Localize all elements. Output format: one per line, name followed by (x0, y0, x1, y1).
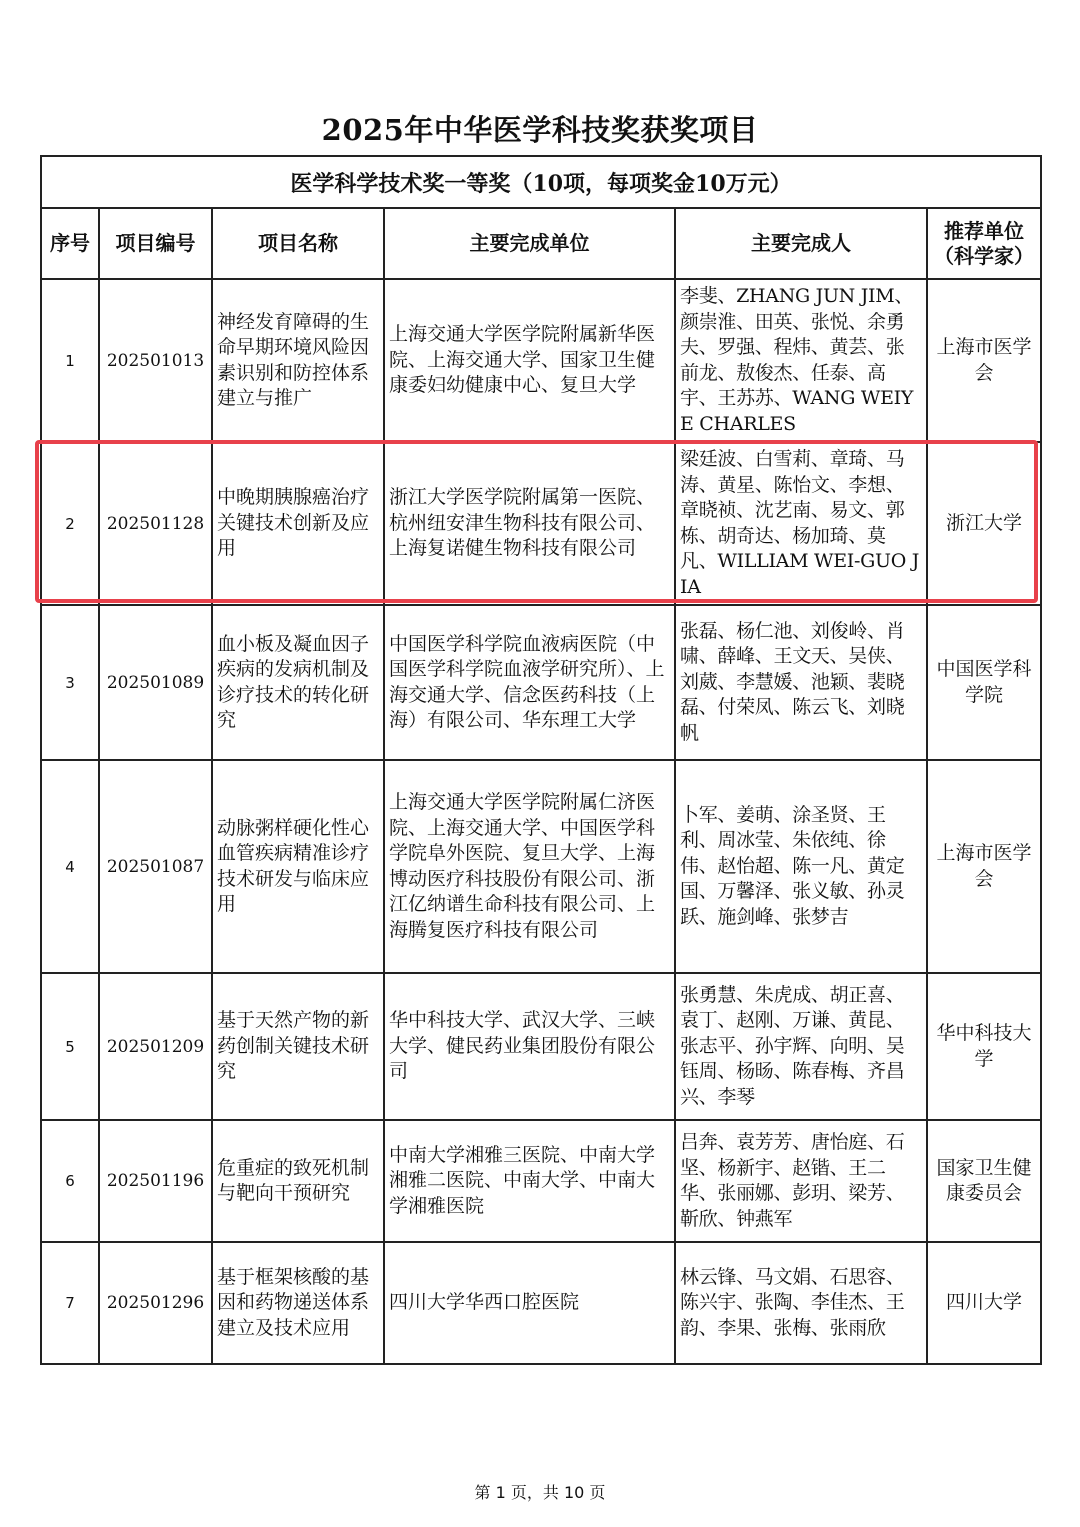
recommender: 华中科技大学 (927, 973, 1041, 1120)
recommender: 中国医学科学院 (927, 605, 1041, 760)
recommender: 上海市医学会 (927, 279, 1041, 442)
completion-units: 中国医学科学院血液病医院（中国医学科学院血液学研究所）、上海交通大学、信念医药科技（上海）有限公司、华东理工大学 (384, 605, 675, 760)
project-code: 202501196 (99, 1120, 212, 1242)
completion-units: 上海交通大学医学院附属新华医院、上海交通大学、国家卫生健康委妇幼健康中心、复旦大学 (384, 279, 675, 442)
project-name: 危重症的致死机制与靶向干预研究 (212, 1120, 384, 1242)
completion-people: 吕奔、袁芳芳、唐怡庭、石坚、杨新宇、赵锴、王二华、张丽娜、彭玥、梁芳、靳欣、钟燕军 (675, 1120, 927, 1242)
completion-people: 张磊、杨仁池、刘俊岭、肖啸、薛峰、王文天、吴侠、刘葳、李慧媛、池颖、裴晓磊、付荣凤、陈云飞、刘晓帆 (675, 605, 927, 760)
row-index: 4 (41, 760, 99, 973)
column-header-units: 主要完成单位 (384, 208, 675, 279)
project-code: 202501089 (99, 605, 212, 760)
column-header-recommender: 推荐单位（科学家） (927, 208, 1041, 279)
award-table (40, 155, 1042, 1365)
project-code: 202501013 (99, 279, 212, 442)
recommender: 四川大学 (927, 1242, 1041, 1364)
row-index: 5 (41, 973, 99, 1120)
completion-people: 李斐、ZHANG JUN JIM、颜崇淮、田英、张悦、余勇夫、罗强、程炜、黄芸、张前龙、敖俊杰、任泰、高宇、王苏苏、WANG WEIYE CHARLES (675, 279, 927, 442)
recommender: 国家卫生健康委员会 (927, 1120, 1041, 1242)
completion-units: 浙江大学医学院附属第一医院、杭州纽安津生物科技有限公司、上海复诺健生物科技有限公司 (384, 442, 675, 605)
completion-units: 华中科技大学、武汉大学、三峡大学、健民药业集团股份有限公司 (384, 973, 675, 1120)
column-header-people: 主要完成人 (675, 208, 927, 279)
page-footer: 第 1 页，共 10 页 (474, 1483, 606, 1502)
completion-people: 张勇慧、朱虎成、胡正喜、袁丁、赵刚、万谦、黄昆、张志平、孙宇辉、向明、吴钰周、杨旸、陈春梅、齐昌兴、李琴 (675, 973, 927, 1120)
table-row (41, 1120, 1041, 1242)
table-row (41, 760, 1041, 973)
completion-units: 四川大学华西口腔医院 (384, 1242, 675, 1364)
table-row (41, 279, 1041, 442)
project-name: 中晚期胰腺癌治疗关键技术创新及应用 (212, 442, 384, 605)
column-header-name: 项目名称 (212, 208, 384, 279)
row-index: 6 (41, 1120, 99, 1242)
row-index: 3 (41, 605, 99, 760)
project-code: 202501209 (99, 973, 212, 1120)
project-code: 202501087 (99, 760, 212, 973)
row-index: 1 (41, 279, 99, 442)
page-title: 2025年中华医学科技奖获奖项目 (321, 113, 759, 147)
project-code: 202501128 (99, 442, 212, 605)
completion-people: 梁廷波、白雪莉、章琦、马涛、黄星、陈怡文、李想、章晓祯、沈艺南、易文、郭栋、胡奇达、杨加琦、莫凡、WILLIAM WEI-GUO JIA (675, 442, 927, 605)
recommender: 上海市医学会 (927, 760, 1041, 973)
project-name: 基于天然产物的新药创制关键技术研究 (212, 973, 384, 1120)
project-code: 202501296 (99, 1242, 212, 1364)
project-name: 神经发育障碍的生命早期环境风险因素识别和防控体系建立与推广 (212, 279, 384, 442)
table-row (41, 1242, 1041, 1364)
completion-units: 中南大学湘雅三医院、中南大学湘雅二医院、中南大学、中南大学湘雅医院 (384, 1120, 675, 1242)
project-name: 基于框架核酸的基因和药物递送体系建立及技术应用 (212, 1242, 384, 1364)
column-header-code: 项目编号 (99, 208, 212, 279)
highlight-box (35, 440, 1038, 603)
award-heading: 医学科学技术奖一等奖（10项，每项奖金10万元） (41, 156, 1041, 208)
project-name: 动脉粥样硬化性心血管疾病精准诊疗技术研发与临床应用 (212, 760, 384, 973)
table-row (41, 605, 1041, 760)
row-index: 2 (41, 442, 99, 605)
completion-people: 卜军、姜萌、涂圣贤、王利、周冰莹、朱依纯、徐伟、赵怡超、陈一凡、黄定国、万馨泽、张义敏、孙灵跃、施剑峰、张梦吉 (675, 760, 927, 973)
completion-people: 林云锋、马文娟、石思容、陈兴宇、张陶、李佳杰、王韵、李果、张梅、张雨欣 (675, 1242, 927, 1364)
column-header-idx: 序号 (41, 208, 99, 279)
row-index: 7 (41, 1242, 99, 1364)
project-name: 血小板及凝血因子疾病的发病机制及诊疗技术的转化研究 (212, 605, 384, 760)
table-row (41, 973, 1041, 1120)
completion-units: 上海交通大学医学院附属仁济医院、上海交通大学、中国医学科学院阜外医院、复旦大学、上海博动医疗科技股份有限公司、浙江亿纳谱生命科技有限公司、上海腾复医疗科技有限公司 (384, 760, 675, 973)
recommender: 浙江大学 (927, 442, 1041, 605)
